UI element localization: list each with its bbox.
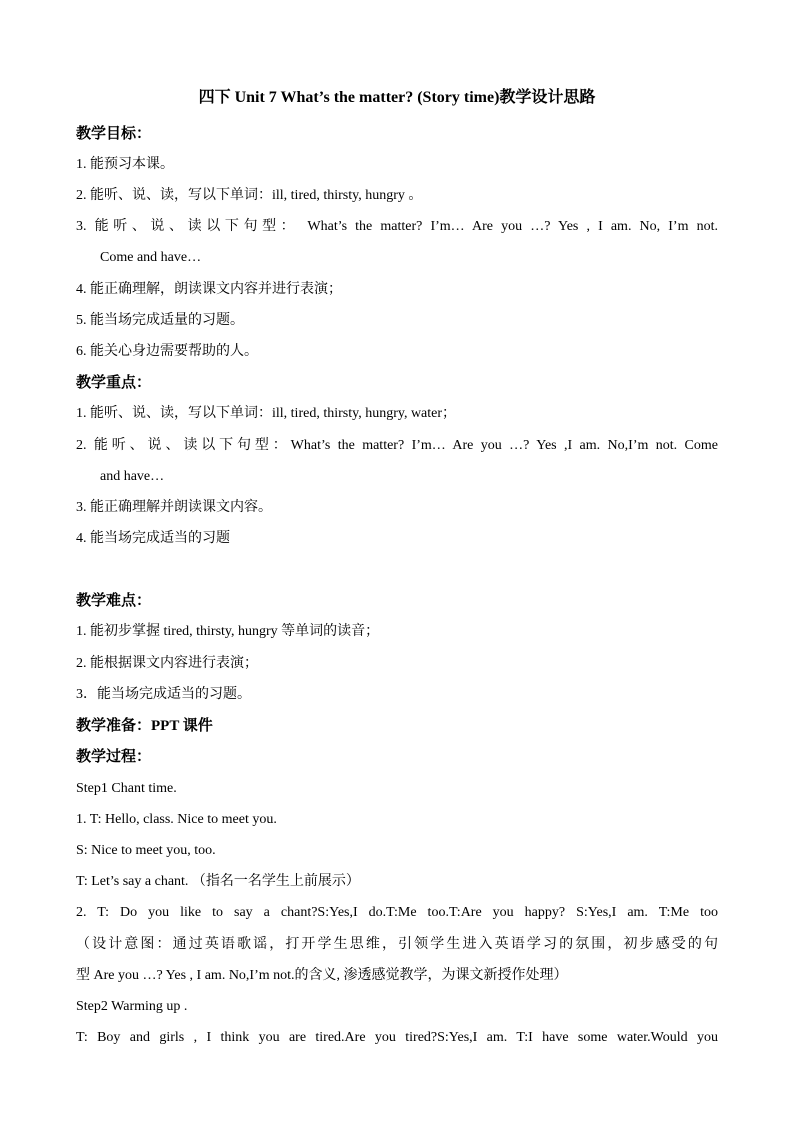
- process-heading: 教学过程：: [76, 749, 152, 765]
- process-line: T: Let’s say a chant. （指名一名学生上前展示）: [76, 874, 360, 889]
- process-line: （设计意图：通过英语歌谣，打开学生思维，引领学生进入英语学习的氛围，初步感受的句: [76, 937, 718, 952]
- process-line: T: Boy and girls , I think you are tired.Are you tired?S:Yes,I am. T:I have some water.Would you: [76, 1030, 718, 1045]
- objective-item: 6. 能关心身边需要帮助的人。: [76, 344, 258, 359]
- objective-item: 5. 能当场完成适量的习题。: [76, 313, 244, 328]
- key-point-item: 3. 能正确理解并朗读课文内容。: [76, 500, 272, 515]
- process-line: S: Nice to meet you, too.: [76, 843, 216, 858]
- objective-item: 3. 能听、说、读以下句型： What’s the matter? I’m… Are you …? Yes , I am. No, I’m not.: [76, 219, 718, 234]
- process-line: 型 Are you …? Yes , I am. No,I’m not.的含义, 渗透感觉教学，为课文新授作处理）: [76, 968, 568, 983]
- key-point-item: 2. 能听、说、读以下句型：What’s the matter? I’m… Are you …? Yes ,I am. No,I’m not. Come: [76, 438, 718, 453]
- objective-item: 2. 能听、说、读，写以下单词：ill, tired, thirsty, hungry 。: [76, 188, 423, 203]
- objective-item: 1. 能预习本课。: [76, 157, 174, 172]
- objectives-heading: 教学目标：: [76, 126, 152, 142]
- key-point-item-continued: and have…: [100, 469, 165, 484]
- objective-item: 4. 能正确理解，朗读课文内容并进行表演；: [76, 282, 342, 297]
- document-title: 四下 Unit 7 What’s the matter? (Story time)教学设计思路: [198, 89, 596, 106]
- difficulty-item: 1. 能初步掌握 tired, thirsty, hungry 等单词的读音；: [76, 624, 380, 639]
- difficulties-heading: 教学难点：: [76, 593, 152, 609]
- preparation-heading: 教学准备：PPT 课件: [76, 718, 213, 734]
- process-line: 2. T: Do you like to say a chant?S:Yes,I do.T:Me too.T:Are you happy? S:Yes,I am. T:Me too: [76, 905, 718, 920]
- difficulty-item: 2. 能根据课文内容进行表演；: [76, 656, 258, 671]
- key-point-item: 4. 能当场完成适当的习题: [76, 531, 230, 546]
- objective-item-continued: Come and have…: [100, 250, 202, 265]
- key-point-item: 1. 能听、说、读，写以下单词：ill, tired, thirsty, hungry, water；: [76, 406, 457, 421]
- process-line: Step1 Chant time.: [76, 781, 177, 796]
- process-line: Step2 Warming up .: [76, 999, 188, 1014]
- difficulty-item: 3．能当场完成适当的习题。: [76, 687, 251, 702]
- process-line: 1. T: Hello, class. Nice to meet you.: [76, 812, 277, 827]
- key-points-heading: 教学重点：: [76, 375, 152, 391]
